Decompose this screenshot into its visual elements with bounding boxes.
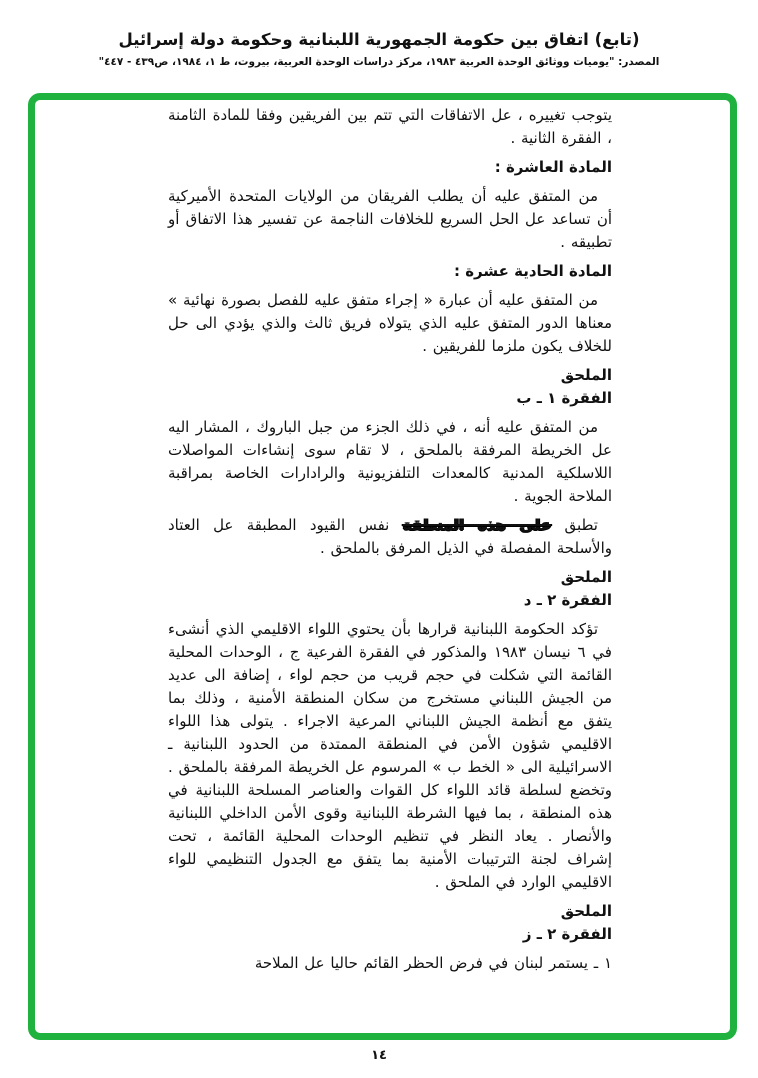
heading-annex-label: الملحق xyxy=(560,568,612,586)
heading-annex-clause: الفقرة ٢ ـ ز xyxy=(522,925,612,943)
heading-annex-label: الملحق xyxy=(560,902,612,920)
heading-article-ten: المادة العاشرة : xyxy=(494,158,612,176)
paragraph-navigation-ban: ١ ـ يستمر لبنان في فرض الحظر القائم حاليا عل الملاحة xyxy=(254,954,612,972)
document-body xyxy=(35,100,730,975)
heading-article-eleven: المادة الحادية عشرة : xyxy=(453,262,612,280)
overprinted-text: على هذه المنطقة xyxy=(402,516,552,534)
heading-annex-clause: الفقرة ١ ـ ب xyxy=(516,389,612,407)
paragraph-restrictions xyxy=(168,514,612,560)
source-line: المصدر: "يوميات ووثائق الوحدة العربية ١٩٨٣، مركز دراسات الوحدة العربية، بيروت، ط ١، ١٩٨٤، ص٤٣٩ - ٤٤٧" xyxy=(98,56,660,68)
paragraph-barouk: من المتفق عليه أنه ، في ذلك الجزء من جبل الباروك ، المشار اليه عل الخريطة المرفقة بالملحق ، لا تقام سوى إنشاءات المواصلات اللاسلكية المدنية كالمعدات التلفزيونية والرادارات الخاصة بمراقبة الملاحة الجوية . xyxy=(168,418,612,505)
document-frame xyxy=(28,93,737,1040)
paragraph-article-eleven: من المتفق عليه أن عبارة « إجراء متفق عليه للفصل بصورة نهائية » معناها الدور المتفق عليه الذي يتولاه فريق ثالث والذي يؤدي الى حل للخلاف يكون ملزما للفريقين . xyxy=(168,291,612,355)
heading-annex-1b xyxy=(168,364,612,410)
heading-annex-2z xyxy=(168,900,612,946)
paragraph-restrictions-pre: تطبق xyxy=(551,516,598,534)
paragraph-restrictions-post: نفس القيود المطبقة عل العتاد والأسلحة المفصلة في الذيل المرفق بالملحق . xyxy=(168,516,612,557)
page-title: (تابع) اتفاق بين حكومة الجمهورية اللبنانية وحكومة دولة إسرائيل xyxy=(118,30,640,49)
heading-annex-label: الملحق xyxy=(560,366,612,384)
heading-annex-clause: الفقرة ٢ ـ د xyxy=(523,591,612,609)
paragraph-article-ten: من المتفق عليه أن يطلب الفريقان من الولايات المتحدة الأميركية أن تساعد عل الحل السريع للخلافات الناجمة عن تفسير هذا الاتفاق أو تطبيقه . xyxy=(168,187,612,251)
paragraph-continuation: يتوجب تغييره ، عل الاتفاقات التي تتم بين الفريقين وفقا للمادة الثامنة ، الفقرة الثانية . xyxy=(168,106,612,147)
page-number: ١٤ xyxy=(371,1048,387,1063)
heading-annex-2d xyxy=(168,566,612,612)
paragraph-territorial-brigade: تؤكد الحكومة اللبنانية قرارها بأن يحتوي اللواء الاقليمي الذي أنشىء في ٦ نيسان ١٩٨٣ والمذكور في الفقرة الفرعية ج ، الوحدات المحلية القائمة التي شكلت في حجم قريب من حجم لواء ، إضافة الى عديد من الجيش اللبناني مستخرج من سكان المنطقة الأمنية ، وذلك بما يتفق مع أنظمة الجيش اللبناني المرعية الاجراء . يتولى هذا اللواء الاقليمي شؤون الأمن في المنطقة الممتدة من الحدود اللبنانية ـ الاسرائيلية الى « الخط ب » المرسوم عل الخريطة المرفقة بالملحق . وتخضع لسلطة قائد اللواء كل القوات والعناصر المسلحة اللبنانية في هذه المنطقة ، بما فيها الشرطة اللبنانية وقوى الأمن الداخلي اللبنانية والأنصار . يعاد النظر في تنظيم الوحدات المحلية القائمة ، تحت إشراف لجنة الترتيبات الأمنية بما يتفق مع الجدول التنظيمي للواء الاقليمي الوارد في الملحق . xyxy=(168,620,612,891)
